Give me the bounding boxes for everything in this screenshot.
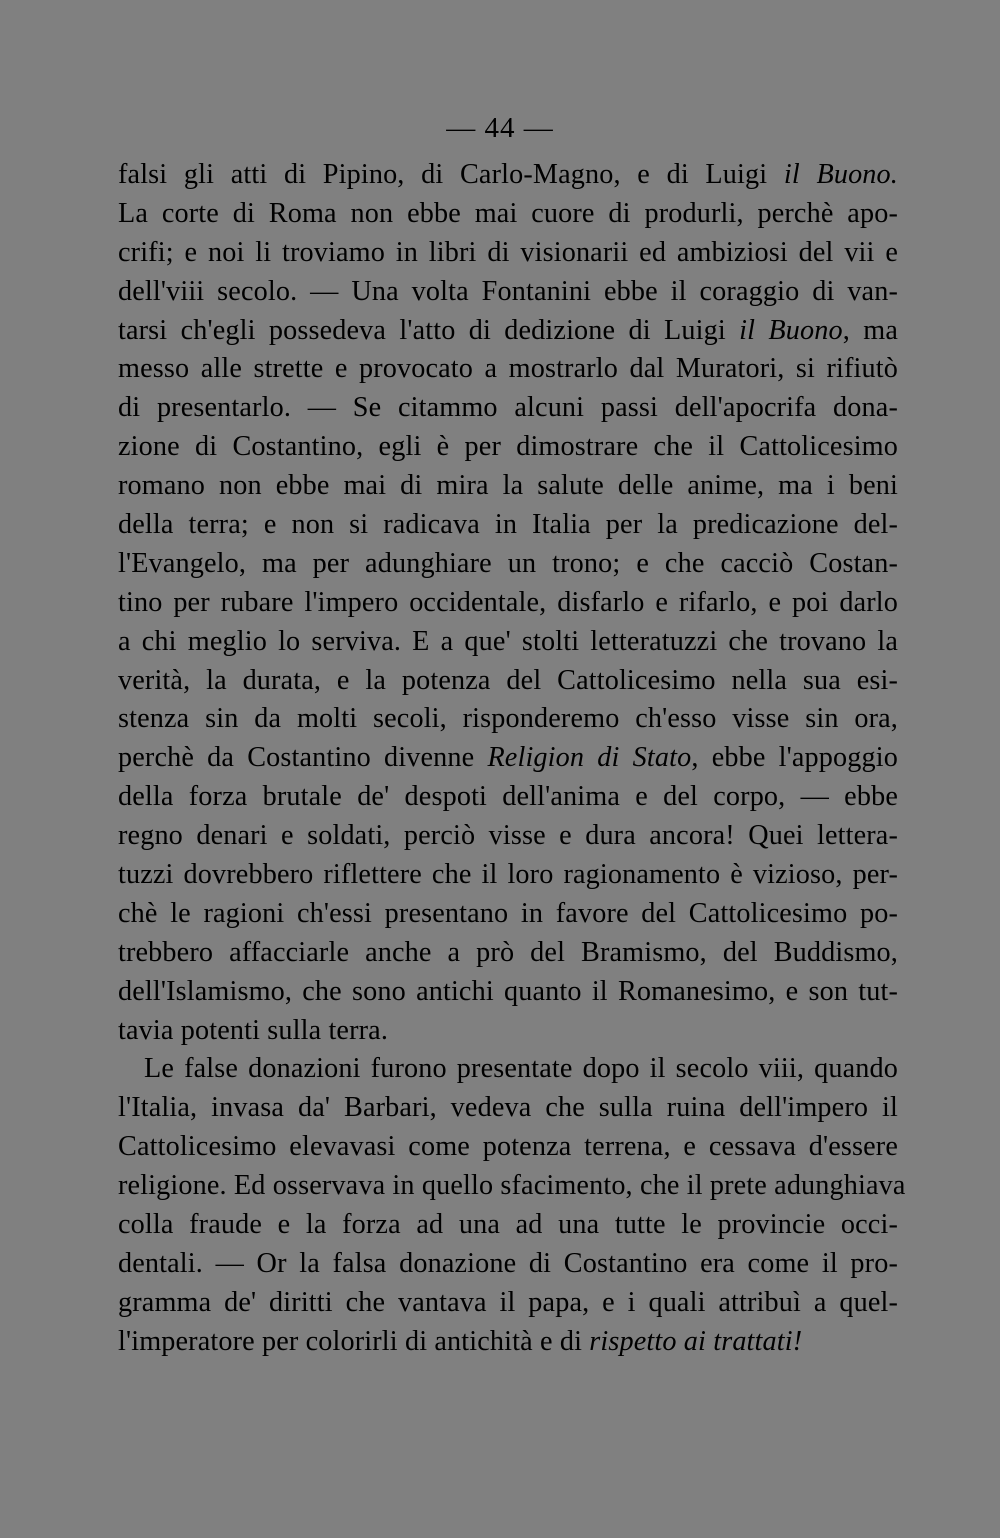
text-line [118, 1323, 898, 1362]
text-line [118, 1012, 898, 1051]
text-line [118, 1128, 898, 1167]
text-segment: La corte di Roma non ebbe mai cuore di produrli, perchè apo- [118, 197, 898, 229]
text-line [118, 817, 898, 856]
text-segment: Le false donazioni furono presentate dopo il secolo viii, quando [144, 1053, 898, 1085]
text-line [118, 1245, 898, 1284]
text-line [118, 934, 898, 973]
text-segment: colla fraude e la forza ad una ad una tutte le provincie occi- [118, 1209, 898, 1241]
page-number: — 44 — [446, 112, 554, 144]
text-segment: Cattolicesimo elevavasi come potenza terrena, e cessava d'essere [118, 1131, 898, 1163]
text-segment: religione. Ed osservava in quello sfacimento, che il prete adunghiava [118, 1170, 906, 1202]
text-line [118, 195, 898, 234]
text-segment: dentali. — Or la falsa donazione di Costantino era come il pro- [118, 1247, 898, 1279]
text-line [118, 1050, 898, 1089]
text-segment: regno denari e soldati, perciò visse e dura ancora! Quei lettera- [118, 820, 898, 852]
text-line [118, 234, 898, 273]
text-segment: trebbero affacciarle anche a prò del Bramismo, del Buddismo, [118, 936, 898, 968]
text-segment: di presentarlo. — Se citammo alcuni passi dell'apocrifa dona- [118, 392, 898, 424]
text-line [118, 273, 898, 312]
text-line [118, 156, 898, 195]
text-line [118, 1284, 898, 1323]
text-segment: zione di Costantino, egli è per dimostrare che il Cattolicesimo [118, 431, 898, 463]
text-segment: perchè da Costantino divenne [118, 742, 488, 774]
text-segment: messo alle strette e provocato a mostrarlo dal Muratori, si rifiutò [118, 353, 898, 385]
text-line [118, 700, 898, 739]
text-line [118, 662, 898, 701]
text-segment: l'Evangelo, ma per adunghiare un trono; e che cacciò Costan- [118, 547, 898, 579]
text-line [118, 584, 898, 623]
text-segment: dell'Islamismo, che sono antichi quanto il Romanesimo, e son tut- [118, 975, 898, 1007]
text-segment: , ebbe l'appoggio [691, 742, 898, 774]
italic-text-segment: Religion di Stato [487, 742, 692, 774]
text-line [118, 1167, 906, 1206]
text-line [118, 778, 898, 817]
text-segment: gramma de' diritti che vantava il papa, e i quali attribuì a quel- [118, 1286, 898, 1318]
text-segment: crifi; e noi li troviamo in libri di visionarii ed ambiziosi del vii e [118, 236, 898, 268]
text-segment: tavia potenti sulla terra. [118, 1014, 389, 1046]
italic-text-segment: rispetto ai trattati! [589, 1325, 803, 1357]
text-segment: a chi meglio lo serviva. E a que' stolti letteratuzzi che trovano la [118, 625, 898, 657]
text-line [118, 506, 898, 545]
text-line [118, 467, 898, 506]
text-segment: stenza sin da molti secoli, risponderemo ch'esso visse sin ora, [118, 703, 898, 735]
text-line [118, 1206, 898, 1245]
text-line [118, 312, 898, 351]
text-segment: tino per rubare l'impero occidentale, disfarlo e rifarlo, e poi darlo [118, 586, 898, 618]
text-line [118, 973, 898, 1012]
text-segment: falsi gli atti di Pipino, di Carlo-Magno, e di Luigi [118, 159, 784, 190]
text-line [118, 389, 898, 428]
text-line [118, 895, 898, 934]
text-segment: tuzzi dovrebbero riflettere che il loro ragionamento è vizioso, per- [118, 859, 898, 891]
text-segment: l'imperatore per colorirli di antichità e di [118, 1325, 590, 1357]
text-line [118, 623, 898, 662]
text-line [118, 1089, 898, 1128]
text-segment: romano non ebbe mai di mira la salute delle anime, ma i beni [118, 470, 898, 502]
italic-text-segment: il Buono. [783, 159, 898, 190]
text-segment: verità, la durata, e la potenza del Cattolicesimo nella sua esi- [118, 664, 898, 696]
text-segment: l'Italia, invasa da' Barbari, vedeva che sulla ruina dell'impero il [118, 1092, 898, 1124]
text-segment: , ma [842, 314, 898, 346]
text-segment: chè le ragioni ch'essi presentano in favore del Cattolicesimo po- [118, 897, 898, 929]
text-segment: tarsi ch'egli possedeva l'atto di dedizione di Luigi [118, 314, 740, 346]
italic-text-segment: il Buono [739, 314, 843, 346]
text-segment: dell'viii secolo. — Una volta Fontanini ebbe il coraggio di van- [118, 275, 898, 307]
text-line [118, 739, 898, 778]
text-line [118, 350, 898, 389]
text-segment: della forza brutale de' despoti dell'anima e del corpo, — ebbe [118, 781, 898, 813]
text-line [118, 428, 898, 467]
text-line [118, 856, 898, 895]
body-text [118, 156, 906, 1362]
text-line [118, 545, 898, 584]
text-segment: della terra; e non si radicava in Italia per la predicazione del- [118, 509, 898, 541]
